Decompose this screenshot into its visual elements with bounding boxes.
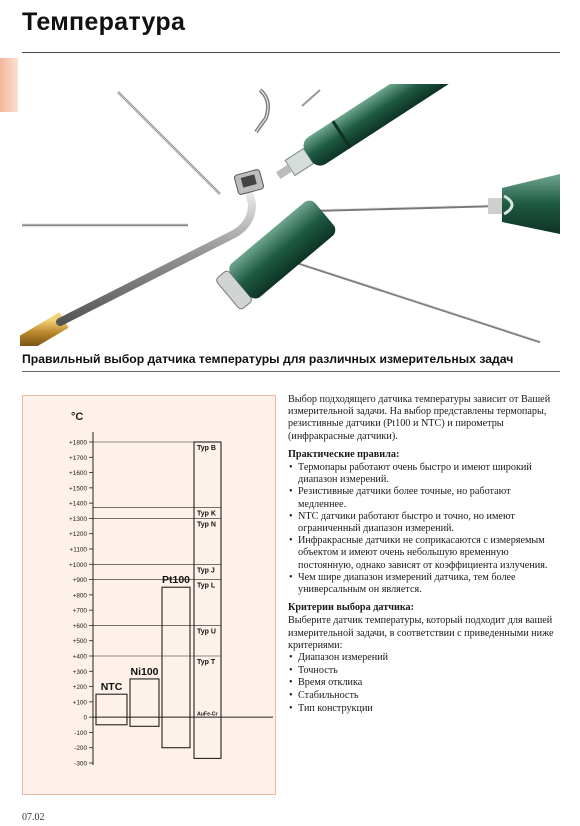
thermocouple-type-label: Typ L [197,582,216,590]
y-tick-label: -200 [74,745,87,753]
description-column [288,394,556,716]
criteria-intro: Выберите датчик температуры, который подходит для вашей измерительной задачи, в соответствии с приведенными ниже критериями: [288,615,554,651]
page-number: 07.02 [22,812,45,823]
list-item: • Инфракрасные датчики не соприкасаются с измеряемым объектом и имеют очень небольшую временную постоянную, однако зависят от коэффициента излучения. [288,535,556,572]
list-item: • Стабильность [288,690,556,702]
thermocouple-type-label: Typ T [197,659,216,666]
y-tick-label: +1100 [69,546,87,554]
thermocouple-type-label: AuFe-Cr [197,711,218,718]
y-tick-label: 0 [83,714,87,722]
criteria-title: Критерии выбора датчика: [288,602,415,614]
list-item: • Точность [288,665,556,677]
sensor-label: Ni100 [130,665,159,678]
list-item: • Время отклика [288,677,556,689]
y-tick-label: +700 [72,607,87,615]
y-tick-label: +600 [72,622,87,630]
y-tick-label: +1800 [69,439,87,447]
y-tick-label: +100 [72,699,87,707]
sensor-label: Pt100 [161,574,191,587]
y-tick-label: +1300 [69,515,87,523]
y-tick-label: +1500 [69,485,87,493]
page-title: Температура [22,8,186,36]
section-heading: Правильный выбор датчика температуры для различных измерительных задач [22,352,514,366]
criteria-list [288,652,556,715]
list-item: • Резистивные датчики более точные, но работают медленнее. [288,486,556,510]
thermocouple-type-label: Typ U [197,628,216,636]
list-item: • NTC датчики работают быстро и точно, но имеют ограниченный диапазон измерений. [288,511,556,535]
intro-paragraph: Выбор подходящего датчика температуры зависит от Вашей измерительной задачи. На выбор представлены термопары, резистивные датчики (Pt100 и NTC) и пирометры (инфракрасные датчики). [288,394,551,442]
sensor-label: NTC [100,681,123,694]
y-tick-label: +1400 [69,500,87,508]
y-tick-label: +300 [72,668,87,676]
y-tick-label: +200 [72,684,87,692]
section-divider [22,371,560,372]
list-item: • Диапазон измерений [288,652,556,664]
y-tick-label: +400 [72,653,87,661]
sensor-range-chart-svg [23,396,277,796]
side-tab-accent [0,58,18,112]
rules-title: Практические правила: [288,448,400,460]
sensor-range-chart [22,395,276,795]
thermocouple-type-label: Typ N [197,521,216,529]
y-tick-label: +1600 [69,470,87,478]
unit-label: °C [71,411,84,423]
temperature-probes-photo [20,84,560,346]
sensor-range-bar [96,694,127,725]
thermocouple-type-label: Typ K [197,510,216,518]
title-divider [22,52,560,53]
thermocouple-type-label: Typ J [197,567,215,575]
sensor-range-bar [130,679,159,726]
list-item: • Чем шире диапазон измерений датчика, тем более универсальным он является. [288,572,556,596]
y-tick-label: +1000 [69,561,87,569]
y-tick-label: +900 [72,577,87,585]
thermocouple-type-label: Typ B [197,445,216,452]
list-item: • Тип конструкции [288,703,556,715]
y-tick-label: +800 [72,592,87,600]
sensor-range-bar [162,587,190,748]
y-tick-label: -300 [74,760,87,768]
list-item: • Термопары работают очень быстро и имеют широкий диапазон измерений. [288,462,556,486]
y-tick-label: -100 [74,729,87,737]
y-tick-label: +1700 [69,454,87,462]
rules-list [288,462,556,596]
y-tick-label: +500 [72,638,87,646]
y-tick-label: +1200 [69,531,87,539]
